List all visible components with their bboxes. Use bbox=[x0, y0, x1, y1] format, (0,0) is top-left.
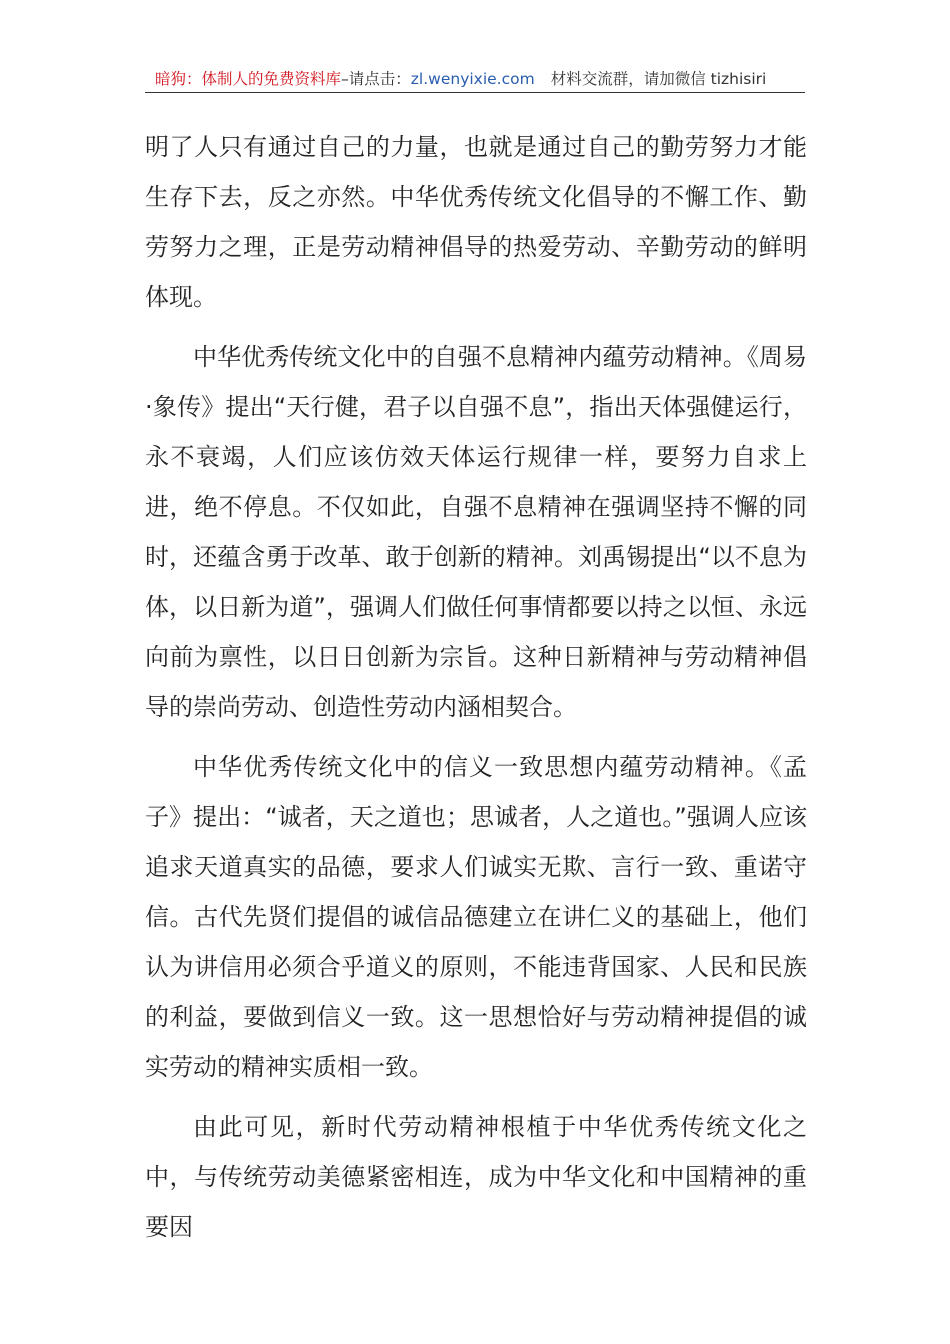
header-site-link[interactable]: zl.wenyixie.com bbox=[410, 70, 535, 88]
paragraph-4: 由此可见，新时代劳动精神根植于中华优秀传统文化之中，与传统劳动美德紧密相连，成为中华文化和中国精神的重要因 bbox=[145, 1113, 807, 1241]
header-prompt: –请点击： bbox=[341, 70, 411, 88]
paragraph-2: 中华优秀传统文化中的自强不息精神内蕴劳动精神。《周易·象传》提出“天行健，君子以自强不息”，指出天体强健运行，永不衰竭，人们应该仿效天体运行规律一样，要努力自求上进，绝不停息。不仅如此，自强不息精神在强调坚持不懈的同时，还蕴含勇于改革、敢于创新的精神。刘禹锡提出“以不息为体，以日新为道”，强调人们做任何事情都要以持之以恒、永远向前为禀性，以日日创新为宗旨。这种日新精神与劳动精神倡导的崇尚劳动、创造性劳动内涵相契合。 bbox=[145, 343, 807, 721]
page-header bbox=[145, 66, 805, 93]
paragraph-3: 中华优秀传统文化中的信义一致思想内蕴劳动精神。《孟子》提出：“诚者，天之道也；思诚者，人之道也。”强调人应该追求天道真实的品德，要求人们诚实无欺、言行一致、重诺守信。古代先贤们提倡的诚信品德建立在讲仁义的基础上，他们认为讲信用必须合乎道义的原则，不能违背国家、人民和民族的利益，要做到信义一致。这一思想恰好与劳动精神提倡的诚实劳动的精神实质相一致。 bbox=[145, 753, 807, 1081]
header-brand: 暗狗：体制人的免费资料库 bbox=[155, 70, 342, 88]
header-contact: 材料交流群，请加微信 tizhisiri bbox=[550, 70, 767, 88]
document-body bbox=[145, 122, 807, 1252]
paragraph-1: 明了人只有通过自己的力量，也就是通过自己的勤劳努力才能生存下去，反之亦然。中华优秀传统文化倡导的不懈工作、勤劳努力之理，正是劳动精神倡导的热爱劳动、辛勤劳动的鲜明体现。 bbox=[145, 133, 807, 311]
